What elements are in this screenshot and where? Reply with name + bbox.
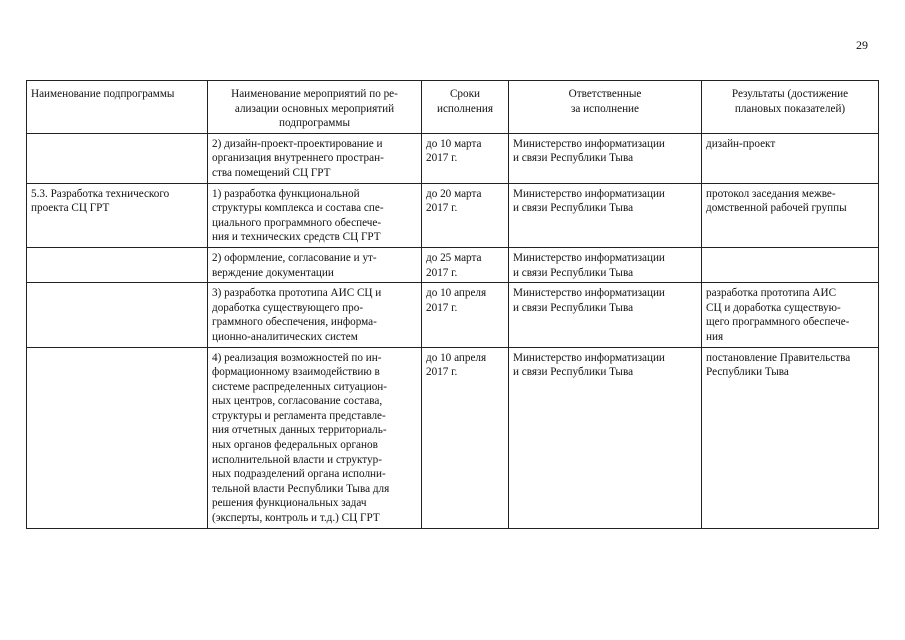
table-row	[27, 183, 879, 247]
table-row	[27, 347, 879, 528]
cell-responsible: Министерство информатизации и связи Республики Тыва	[509, 247, 702, 282]
cell-result: разработка прототипа АИС СЦ и доработка существую- щего программного обеспече- ния	[702, 283, 879, 347]
header-result: Результаты (достижение плановых показателей)	[702, 81, 879, 134]
header-subprogram: Наименование подпрограммы	[27, 81, 208, 134]
cell-activity: 3) разработка прототипа АИС СЦ и доработка существующего про- граммного обеспечения, информа- ционно-аналитических систем	[208, 283, 422, 347]
cell-subprogram: 5.3. Разработка технического проекта СЦ ГРТ	[27, 183, 208, 247]
cell-activity: 2) дизайн-проект-проектирование и организация внутреннего простран- ства помещений СЦ ГРТ	[208, 133, 422, 183]
table-row	[27, 133, 879, 183]
cell-deadline: до 10 апреля 2017 г.	[422, 283, 509, 347]
cell-responsible: Министерство информатизации и связи Республики Тыва	[509, 133, 702, 183]
cell-activity: 1) разработка функциональной структуры комплекса и состава спе- циального программного обеспече- ния и технических средств СЦ ГРТ	[208, 183, 422, 247]
cell-subprogram	[27, 347, 208, 528]
cell-deadline: до 10 апреля 2017 г.	[422, 347, 509, 528]
cell-result: постановление Правительства Республики Тыва	[702, 347, 879, 528]
cell-subprogram	[27, 283, 208, 347]
cell-responsible: Министерство информатизации и связи Республики Тыва	[509, 347, 702, 528]
cell-result: протокол заседания межве- домственной рабочей группы	[702, 183, 879, 247]
table-row	[27, 247, 879, 282]
table-header-row	[27, 81, 879, 134]
cell-activity: 2) оформление, согласование и ут- верждение документации	[208, 247, 422, 282]
header-deadline: Сроки исполнения	[422, 81, 509, 134]
header-responsible: Ответственные за исполнение	[509, 81, 702, 134]
header-activity: Наименование мероприятий по ре- ализации основных мероприятий подпрограммы	[208, 81, 422, 134]
cell-activity: 4) реализация возможностей по ин- формационному взаимодействию в системе распределенных ситуацион- ных центров, согласование состава, структуры и регламента представле- ния отчетных данных территориаль- ных органов федеральных органов исполнительной власти и структур- ных подразделений органа исполни- тельной власти Республики Тыва для решения функциональных задач (эксперты, контроль и т.д.) СЦ ГРТ	[208, 347, 422, 528]
subprogram-activities-table	[26, 80, 879, 529]
cell-responsible: Министерство информатизации и связи Республики Тыва	[509, 183, 702, 247]
cell-result: дизайн-проект	[702, 133, 879, 183]
cell-deadline: до 10 марта 2017 г.	[422, 133, 509, 183]
table-row	[27, 283, 879, 347]
cell-result	[702, 247, 879, 282]
cell-subprogram	[27, 133, 208, 183]
cell-deadline: до 25 марта 2017 г.	[422, 247, 509, 282]
page-number: 29	[856, 38, 868, 52]
cell-subprogram	[27, 247, 208, 282]
cell-responsible: Министерство информатизации и связи Республики Тыва	[509, 283, 702, 347]
cell-deadline: до 20 марта 2017 г.	[422, 183, 509, 247]
